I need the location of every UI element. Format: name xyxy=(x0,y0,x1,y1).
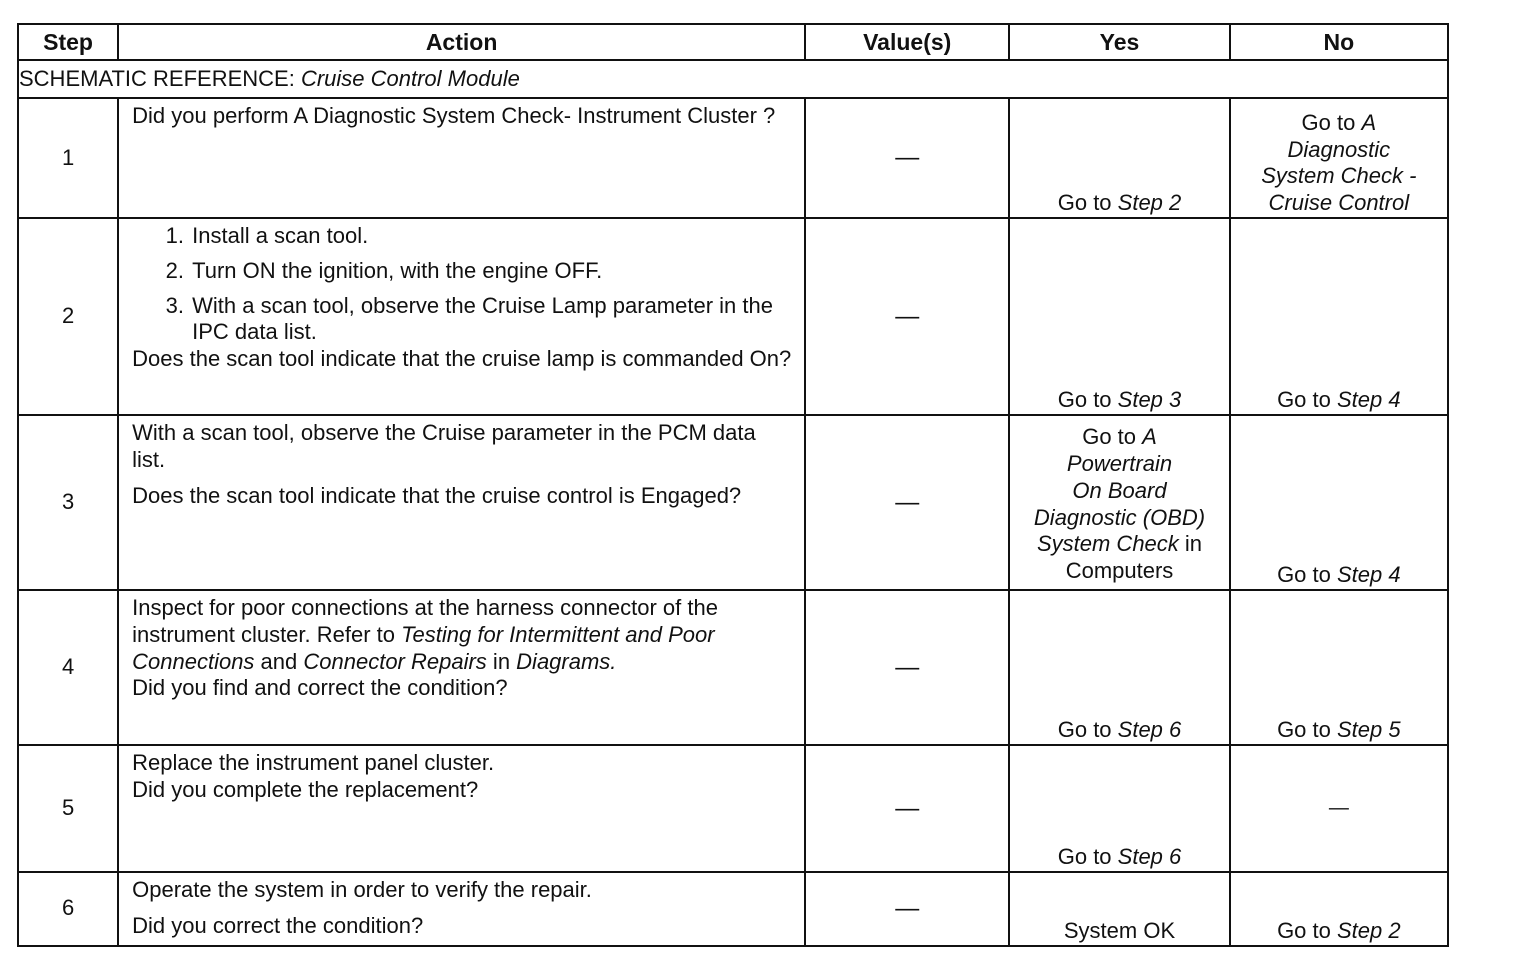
yes-line-5 xyxy=(1010,531,1228,558)
header-yes: Yes xyxy=(1009,24,1229,60)
substep-list xyxy=(156,223,794,346)
table-row-step-3 xyxy=(18,415,1448,590)
table-row-step-5 xyxy=(18,745,1448,872)
substep-item: 1. Install a scan tool. xyxy=(190,223,794,250)
action-text xyxy=(132,595,794,675)
yes-cell xyxy=(1009,745,1229,872)
action-text: Operate the system in order to verify the repair. xyxy=(132,877,592,902)
no-cell xyxy=(1230,218,1448,415)
step-number: 3 xyxy=(18,415,118,590)
no-line-1 xyxy=(1231,110,1447,137)
value-cell: — xyxy=(805,590,1009,745)
no-target-link[interactable]: Step 5 xyxy=(1336,717,1401,743)
yes-prefix: Go to xyxy=(1057,190,1118,216)
yes-cell xyxy=(1009,98,1229,218)
question-text: Did you complete the replacement? xyxy=(132,776,479,802)
header-row xyxy=(18,24,1448,60)
value-cell: — xyxy=(805,745,1009,872)
yes-target-line-4[interactable]: Diagnostic (OBD) xyxy=(1033,504,1206,530)
substep-item: 2. Turn ON the ignition, with the engine OFF. xyxy=(190,258,794,285)
action-cell xyxy=(118,98,805,218)
no-target-line-2[interactable]: Diagnostic xyxy=(1287,136,1391,162)
step-number: 5 xyxy=(18,745,118,872)
no-prefix: Go to xyxy=(1301,109,1362,135)
no-cell xyxy=(1230,872,1448,946)
action-prefix: Inspect for poor connections at the harness connector of the instrument cluster. Refer to xyxy=(132,595,718,647)
yes-prefix: Go to xyxy=(1057,387,1118,413)
yes-target-link[interactable]: Step 6 xyxy=(1117,717,1182,743)
no-cell xyxy=(1230,590,1448,745)
schematic-module: Cruise Control Module xyxy=(300,65,520,91)
yes-target-line-5[interactable]: System Check xyxy=(1036,531,1179,557)
action-and: and xyxy=(254,648,304,674)
no-target-link[interactable]: Step 4 xyxy=(1336,562,1401,588)
yes-target-link[interactable]: Step 2 xyxy=(1117,190,1182,216)
action-cell xyxy=(118,745,805,872)
action-cell xyxy=(118,415,805,590)
action-text: With a scan tool, observe the Cruise parameter in the PCM data list. xyxy=(132,420,756,472)
header-no: No xyxy=(1230,24,1448,60)
no-target-a[interactable]: A xyxy=(1361,109,1377,135)
ref-connector-repairs-link[interactable]: Connector Repairs xyxy=(303,648,487,674)
schematic-row xyxy=(18,60,1448,98)
header-action: Action xyxy=(118,24,805,60)
no-target-link[interactable]: Step 4 xyxy=(1336,387,1401,413)
yes-cell xyxy=(1009,415,1229,590)
step-number: 1 xyxy=(18,98,118,218)
value-cell: — xyxy=(805,872,1009,946)
no-prefix: Go to xyxy=(1277,562,1337,588)
table-row-step-1 xyxy=(18,98,1448,218)
no-cell xyxy=(1230,98,1448,218)
substep-item: 3. With a scan tool, observe the Cruise Lamp parameter in the IPC data list. xyxy=(190,293,794,347)
yes-target-line-3[interactable]: On Board xyxy=(1072,477,1167,503)
step-number: 6 xyxy=(18,872,118,946)
action-cell xyxy=(118,590,805,745)
step-number: 2 xyxy=(18,218,118,415)
header-step: Step xyxy=(18,24,118,60)
question-text: Did you find and correct the condition? xyxy=(132,675,508,701)
yes-target-a[interactable]: A xyxy=(1142,424,1157,450)
yes-prefix: Go to xyxy=(1057,717,1118,743)
no-target-line-3[interactable]: System Check - xyxy=(1261,163,1417,189)
ref-diagrams-link[interactable]: Diagrams. xyxy=(516,648,617,674)
yes-prefix: Go to xyxy=(1057,844,1118,870)
no-cell: — xyxy=(1230,745,1448,872)
no-target-link[interactable]: Step 2 xyxy=(1336,917,1401,943)
action-in: in xyxy=(486,648,517,674)
diagnostic-table xyxy=(17,23,1449,947)
yes-target-link[interactable]: Step 3 xyxy=(1117,387,1182,413)
yes-cell xyxy=(1009,218,1229,415)
table-row-step-6 xyxy=(18,872,1448,946)
table-row-step-4 xyxy=(18,590,1448,745)
value-cell: — xyxy=(805,218,1009,415)
header-values: Value(s) xyxy=(805,24,1009,60)
value-cell: — xyxy=(805,98,1009,218)
yes-line-1 xyxy=(1010,424,1228,451)
value-cell: — xyxy=(805,415,1009,590)
table-row-step-2 xyxy=(18,218,1448,415)
no-prefix: Go to xyxy=(1277,717,1337,743)
question-text: Does the scan tool indicate that the cruise control is Engaged? xyxy=(132,482,742,508)
action-cell xyxy=(118,218,805,415)
yes-target-link[interactable]: Step 6 xyxy=(1117,844,1182,870)
question-text: Did you correct the condition? xyxy=(132,912,424,938)
yes-prefix: Go to xyxy=(1082,424,1143,450)
schematic-reference xyxy=(18,60,1448,98)
yes-cell xyxy=(1009,590,1229,745)
step-number: 4 xyxy=(18,590,118,745)
no-target-line-4[interactable]: Cruise Control xyxy=(1268,190,1410,216)
yes-line-6: Computers xyxy=(1065,558,1174,584)
action-text: Did you perform A Diagnostic System Check- Instrument Cluster ? xyxy=(132,103,776,128)
schematic-label: SCHEMATIC REFERENCE: xyxy=(19,65,301,91)
action-cell xyxy=(118,872,805,946)
no-cell xyxy=(1230,415,1448,590)
ref-testing-link[interactable]: Testing for Intermittent and Poor Connections xyxy=(132,621,715,674)
yes-suffix: in xyxy=(1178,531,1203,557)
yes-cell: System OK xyxy=(1009,872,1229,946)
no-prefix: Go to xyxy=(1277,917,1337,943)
no-prefix: Go to xyxy=(1277,387,1337,413)
yes-target-line-2[interactable]: Powertrain xyxy=(1066,450,1173,476)
action-text: Replace the instrument panel cluster. xyxy=(132,750,495,775)
question-text: Does the scan tool indicate that the cruise lamp is commanded On? xyxy=(132,346,792,372)
